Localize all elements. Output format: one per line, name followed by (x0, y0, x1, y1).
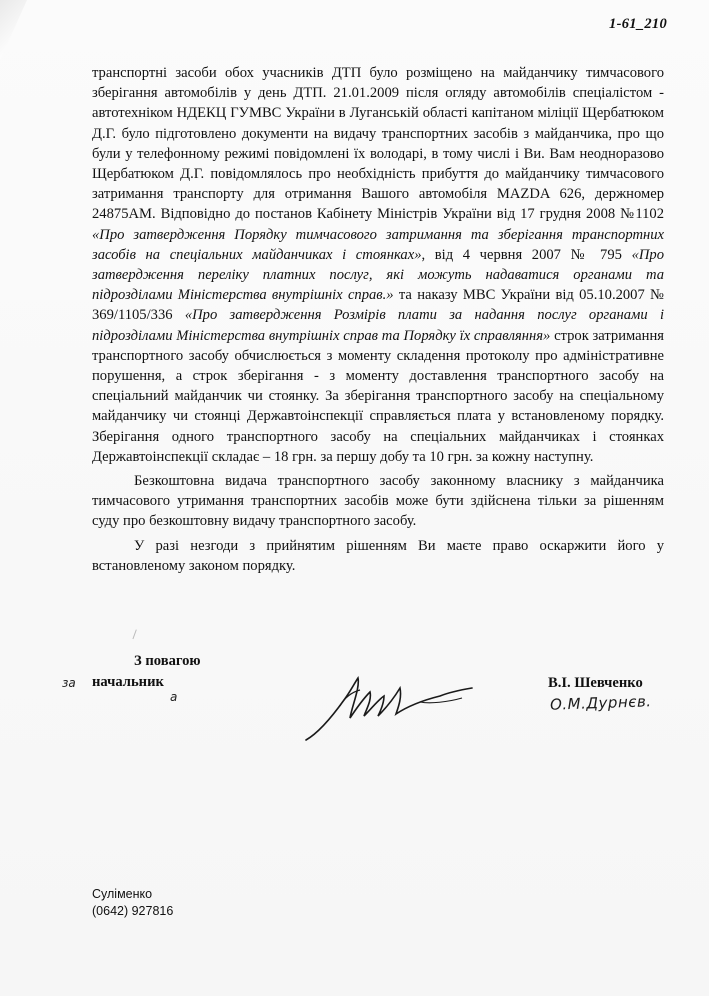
paragraph-1-text-a: транспортні засоби обох учасників ДТП було розміщено на майданчику тимчасового зберігання автомобілів у день ДТП. 21.01.2009 після огляду автомобілів спеціалістом - автотехніком НДЕКЦ ГУМВС України в Луганській області капітаном міліції Щербатюком Д.Г. було підготовлено документи на видачу транспортних засобів з майданчика, про що були у телефонному режимі повідомлені їх володарі, в тому числі і Ви. Вам неодноразово Щербатюком Д.Г. повідомлялось про необхідність прибуття до майданчику тимчасового затримання транспорту для отримання Вашого автомобіля MAZDA 626, держномер 24875AM. Відповідно до постанов Кабінету Міністрів України від 17 грудня 2008 №1102 (92, 65, 664, 223)
pen-mark (132, 629, 140, 640)
paragraph-3: У разі незгоди з прийнятим рішенням Ви маєте право оскаржити його у встановленому законом порядку. (92, 537, 664, 574)
paragraph-1 (92, 63, 664, 467)
signer-position: начальник (92, 674, 164, 690)
handwritten-prefix: за (62, 676, 76, 690)
signer-name: В.І. Шевченко (548, 675, 643, 691)
executor-name: Суліменко (92, 887, 153, 901)
paragraph-1-text-g: строк затримання транспортного засобу обчислюється з моменту складення протоколу про адміністративне порушення, а строк зберігання - з моменту доставлення транспортного засобу на спеціальний майданчик чи стоянку. За зберігання транспортного засобу на спеціальному майданчику чи стоянці Державтоінспекції справляється плата у встановленому порядку. Зберігання одного транспортного засобу на спеціальних майданчиках і стоянках Державтоінспекції складає – 18 грн. за першу добу та 10 грн. за кожну наступну. (92, 327, 664, 465)
executor-block (92, 886, 173, 920)
handwritten-signature (300, 662, 500, 752)
paragraph-1-text-e: та наказу МВС України від 05.10.2007 № 369/1105/336 (92, 287, 664, 324)
handwritten-suffix: а (170, 690, 178, 704)
executor-phone: (0642) 927816 (92, 904, 174, 918)
handwritten-signer-name: О.М.Дурнєв. (549, 692, 652, 714)
page-fold (0, 0, 60, 60)
resolution-title-795: «Про затвердження переліку платних послуг, які можуть надаватися органами та підрозділами Міністерства внутрішніх справ.» (92, 246, 664, 304)
paragraph-2: Безкоштовна видача транспортного засобу законному власнику з майданчика тимчасового утримання транспортних засобів може бути здійснена тільки за рішенням суду про безкоштовну видачу транспортного засобу. (92, 473, 664, 530)
paragraph-1-text-c: , від 4 червня 2007 № 795 (421, 246, 632, 263)
resolution-title-1102: «Про затвердження Порядку тимчасового затримання та зберігання транспортних засобів на спеціальних майданчиках і стоянках» (92, 226, 664, 263)
closing-phrase: З повагою (134, 653, 201, 669)
document-number: 1-61_210 (609, 16, 667, 32)
letter-body (92, 63, 664, 576)
order-title-369: «Про затвердження Розмірів плати за надання послуг органами і підрозділами Міністерства внутрішніх справ та Порядку їх справляння» (92, 307, 664, 344)
